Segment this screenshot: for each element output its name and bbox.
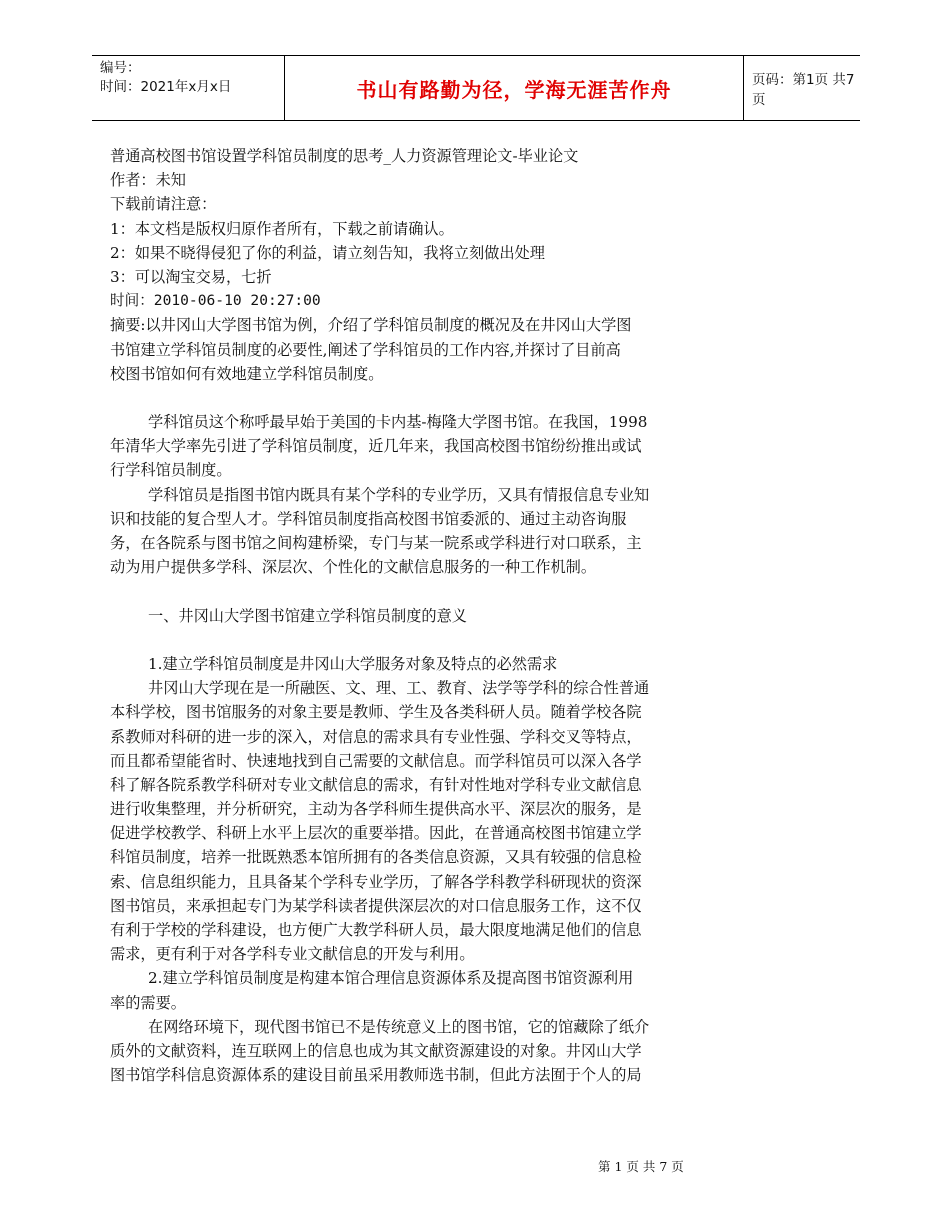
header-page-label: 页码：第1页 共7页 xyxy=(752,72,855,108)
paragraph-line: 图书馆学科信息资源体系的建设目前虽采用教师选书制，但此方法囿于个人的局 xyxy=(110,1066,642,1085)
paragraph-line: 而且都希望能省时、快速地找到自己需要的文献信息。而学科馆员可以深入各学 xyxy=(110,751,642,770)
subsection-heading-1: 1.建立学科馆员制度是井冈山大学服务对象及特点的必然需求 xyxy=(148,654,558,673)
paragraph-2 xyxy=(110,483,770,580)
blank-line xyxy=(110,386,770,410)
serial-label: 编号： xyxy=(100,60,141,76)
abstract xyxy=(110,313,770,386)
paragraph-line: 科了解各院系教学科研对专业文献信息的需求，有针对性地对学科专业文献信息 xyxy=(110,775,642,794)
doc-time: 时间：2010-06-10 20:27:00 xyxy=(110,292,321,310)
paragraph-line: 在网络环境下，现代图书馆已不是传统意义上的图书馆，它的馆藏除了纸介 xyxy=(148,1017,650,1036)
abstract-line: 书馆建立学科馆员制度的必要性,阐述了学科馆员的工作内容,并探讨了目前高 xyxy=(110,340,621,359)
doc-title: 普通高校图书馆设置学科馆员制度的思考_人力资源管理论文-毕业论文 xyxy=(110,147,579,165)
paragraph-line: 科馆员制度，培养一批既熟悉本馆所拥有的各类信息资源，又具有较强的信息检 xyxy=(110,848,642,867)
paragraph-line: 索、信息组织能力，且具备某个学科专业学历，了解各学科教学科研现状的资深 xyxy=(110,872,642,891)
subsection-line: 2.建立学科馆员制度是构建本馆合理信息资源体系及提高图书馆资源利用 xyxy=(148,969,634,988)
paragraph-line: 图书馆员，来承担起专门为某学科读者提供深层次的对口信息服务工作，这不仅 xyxy=(110,896,642,915)
paragraph-4 xyxy=(110,1015,770,1088)
paragraph-line: 务，在各院系与图书馆之间构建桥梁，专门与某一院系或学科进行对口联系，主 xyxy=(110,534,642,552)
paragraph-line: 动为用户提供多学科、深层次、个性化的文献信息服务的一种工作机制。 xyxy=(110,558,596,577)
paragraph-line: 需求，更有利于对各学科专业文献信息的开发与利用。 xyxy=(110,945,475,964)
header-meta xyxy=(92,56,284,120)
subsection-line: 率的需要。 xyxy=(110,993,186,1012)
paragraph-line: 本科学校，图书馆服务的对象主要是教师、学生及各类科研人员。随着学校各院 xyxy=(110,703,642,722)
paragraph-line: 识和技能的复合型人才。学科馆员制度指高校图书馆委派的、通过主动咨询服 xyxy=(110,509,627,528)
paragraph-line: 年清华大学率先引进了学科馆员制度，近几年来，我国高校图书馆纷纷推出或试 xyxy=(110,437,642,456)
paragraph-line: 质外的文献资料，连互联网上的信息也成为其文献资源建设的对象。井冈山大学 xyxy=(110,1041,642,1060)
time-label: 时间：2021年x月x日 xyxy=(100,79,232,95)
notice-title: 下载前请注意： xyxy=(110,195,217,214)
notice-item-2: 2：如果不晓得侵犯了你的利益，请立刻告知，我将立刻做出处理 xyxy=(110,243,545,262)
paragraph-line: 进行收集整理，并分析研究，主动为各学科师生提供高水平、深层次的服务，是 xyxy=(110,800,642,819)
section-heading-1: 一、井冈山大学图书馆建立学科馆员制度的意义 xyxy=(148,606,467,625)
paragraph-1 xyxy=(110,410,770,483)
abstract-line: 校图书馆如何有效地建立学科馆员制度。 xyxy=(110,364,384,383)
paragraph-line: 学科馆员这个称呼最早始于美国的卡内基-梅隆大学图书馆。在我国，1998 xyxy=(148,413,648,432)
page-header xyxy=(92,55,860,121)
notice-item-3: 3：可以淘宝交易，七折 xyxy=(110,267,272,286)
paragraph-3 xyxy=(110,676,770,966)
abstract-line: 摘要:以井冈山大学图书馆为例，介绍了学科馆员制度的概况及在井冈山大学图 xyxy=(110,316,632,335)
notice-item-1: 1：本文档是版权归原作者所有，下载之前请确认。 xyxy=(110,219,454,238)
subsection-heading-2 xyxy=(110,966,770,1014)
blank-line xyxy=(110,628,770,652)
document-body xyxy=(110,144,770,1087)
paragraph-line: 有利于学校的学科建设，也方便广大教学科研人员，最大限度地满足他们的信息 xyxy=(110,921,642,939)
header-motto: 书山有路勤为径，学海无涯苦作舟 xyxy=(284,56,744,120)
paragraph-line: 井冈山大学现在是一所融医、文、理、工、教育、法学等学科的综合性普通 xyxy=(148,679,650,698)
paragraph-line: 促进学校教学、科研上水平上层次的重要举措。因此，在普通高校图书馆建立学 xyxy=(110,824,642,843)
paragraph-line: 行学科馆员制度。 xyxy=(110,461,232,480)
page-footer: 第 1 页 共 7 页 xyxy=(598,1159,684,1174)
paragraph-line: 系教师对科研的进一步的深入，对信息的需求具有专业性强、学科交叉等特点， xyxy=(110,727,642,746)
paragraph-line: 学科馆员是指图书馆内既具有某个学科的专业学历，又具有情报信息专业知 xyxy=(148,485,650,504)
blank-line xyxy=(110,579,770,603)
doc-author: 作者：未知 xyxy=(110,171,186,190)
